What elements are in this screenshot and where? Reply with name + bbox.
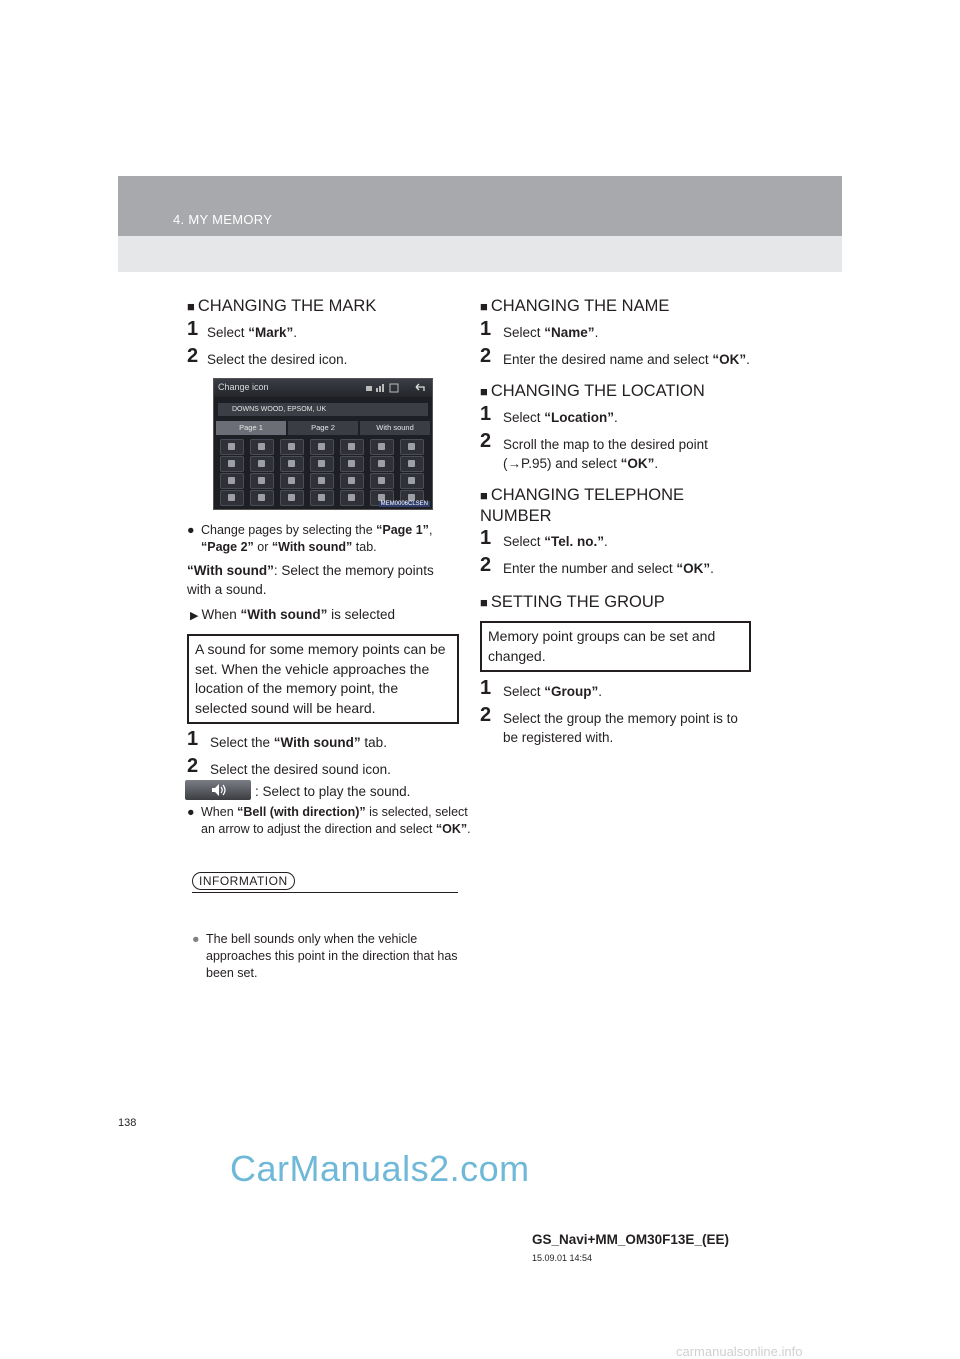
memory-icon-cell bbox=[310, 456, 334, 472]
header-subband bbox=[118, 236, 842, 272]
memory-icon-cell bbox=[310, 473, 334, 489]
memory-icon-cell bbox=[340, 473, 364, 489]
tab-with-sound: With sound bbox=[360, 421, 430, 435]
memory-icon-cell bbox=[220, 473, 244, 489]
play-sound-button bbox=[185, 780, 251, 800]
loc-step-2: 2 Scroll the map to the desired point (→P.95) and select “OK”. bbox=[480, 430, 708, 471]
memory-icon-cell bbox=[370, 439, 394, 455]
step-2: 2 Select the desired icon. bbox=[187, 345, 348, 367]
section-heading-telephone: ■ CHANGING TELEPHONE NUMBER bbox=[480, 486, 685, 525]
left-column-2 bbox=[187, 522, 459, 779]
left-column bbox=[187, 296, 459, 369]
information-rule bbox=[192, 892, 458, 893]
back-icon bbox=[414, 382, 426, 393]
ws-step-2: 2 Select the desired sound icon. bbox=[187, 755, 391, 777]
memory-icon-cell bbox=[280, 439, 304, 455]
speaker-icon bbox=[211, 783, 227, 797]
memory-icon-cell bbox=[250, 456, 274, 472]
loc-step-1: 1 Select “Location”. bbox=[480, 403, 618, 425]
memory-icon-cell bbox=[280, 473, 304, 489]
bullet-change-pages: ● Change pages by selecting the “Page 1”, “Page 2” or “With sound” tab. bbox=[187, 523, 433, 554]
section-heading-mark: ■ CHANGING THE MARK bbox=[187, 297, 377, 315]
memory-icon-cell bbox=[280, 490, 304, 506]
ws-step-1: 1 Select the “With sound” tab. bbox=[187, 728, 387, 750]
group-step-2: 2 Select the group the memory point is to be registered with. bbox=[480, 704, 738, 745]
watermark-bottom: carmanualsonline.info bbox=[676, 1344, 803, 1359]
group-note-box: Memory point groups can be set and changed. bbox=[480, 621, 751, 672]
step-1: 1 Select “Mark”. bbox=[187, 318, 298, 340]
status-icons bbox=[366, 383, 406, 393]
memory-icon-cell bbox=[340, 439, 364, 455]
figure-code: MEM0006CLSEN bbox=[380, 501, 428, 507]
tel-step-2: 2 Enter the number and select “OK”. bbox=[480, 554, 714, 576]
watermark: CarManuals2.com bbox=[230, 1148, 530, 1189]
memory-icon-cell bbox=[310, 439, 334, 455]
header-band bbox=[118, 176, 842, 236]
tab-page-1: Page 1 bbox=[216, 421, 286, 435]
memory-icon-cell bbox=[370, 473, 394, 489]
screen-tabs bbox=[214, 421, 432, 435]
chapter-title: 4. MY MEMORY bbox=[173, 212, 273, 227]
bullet-bell-direction: ● When “Bell (with direction)” is selected, select an arrow to adjust the direction and select “OK”. bbox=[187, 805, 471, 836]
group-step-1: 1 Select “Group”. bbox=[480, 677, 603, 699]
memory-icon-cell bbox=[340, 456, 364, 472]
screen-titlebar bbox=[214, 379, 432, 397]
memory-icon-cell bbox=[220, 490, 244, 506]
section-heading-location: ■ CHANGING THE LOCATION bbox=[480, 382, 705, 400]
page-number: 138 bbox=[118, 1117, 137, 1129]
memory-icon-cell bbox=[220, 456, 244, 472]
tel-step-1: 1 Select “Tel. no.”. bbox=[480, 527, 608, 549]
section-heading-group: ■ SETTING THE GROUP bbox=[480, 593, 665, 611]
screen-title: Change icon bbox=[218, 382, 269, 392]
document-code: GS_Navi+MM_OM30F13E_(EE) bbox=[532, 1232, 729, 1247]
change-icon-screenshot bbox=[213, 378, 433, 510]
memory-icon-cell bbox=[340, 490, 364, 506]
memory-icon-cell bbox=[250, 473, 274, 489]
with-sound-definition: “With sound”: Select the memory points with a sound. bbox=[187, 563, 434, 597]
memory-icon-cell bbox=[250, 439, 274, 455]
section-heading-name: ■ CHANGING THE NAME bbox=[480, 297, 670, 315]
play-description: : Select to play the sound. bbox=[255, 784, 411, 799]
print-date: 15.09.01 14:54 bbox=[532, 1253, 593, 1263]
memory-icon-cell bbox=[250, 490, 274, 506]
right-column bbox=[480, 296, 751, 747]
tab-page-2: Page 2 bbox=[288, 421, 358, 435]
sound-note-box: A sound for some memory points can be set. When the vehicle approaches the location of the memory point, the selected sound will be heard. bbox=[187, 634, 459, 724]
information-text: ● The bell sounds only when the vehicle approaches this point in the direction that has been set. bbox=[192, 932, 458, 980]
information-label: INFORMATION bbox=[192, 872, 295, 890]
memory-icon-cell bbox=[400, 456, 424, 472]
memory-icon-cell bbox=[370, 456, 394, 472]
memory-icon-cell bbox=[400, 473, 424, 489]
memory-icon-cell bbox=[280, 456, 304, 472]
memory-icon-cell bbox=[220, 439, 244, 455]
name-step-2: 2 Enter the desired name and select “OK”. bbox=[480, 345, 750, 367]
when-with-sound: ▶ When “With sound” is selected bbox=[190, 607, 395, 622]
screen-address: DOWNS WOOD, EPSOM, UK bbox=[218, 403, 428, 416]
memory-icon-cell bbox=[310, 490, 334, 506]
memory-icon-cell bbox=[400, 439, 424, 455]
name-step-1: 1 Select “Name”. bbox=[480, 318, 599, 340]
